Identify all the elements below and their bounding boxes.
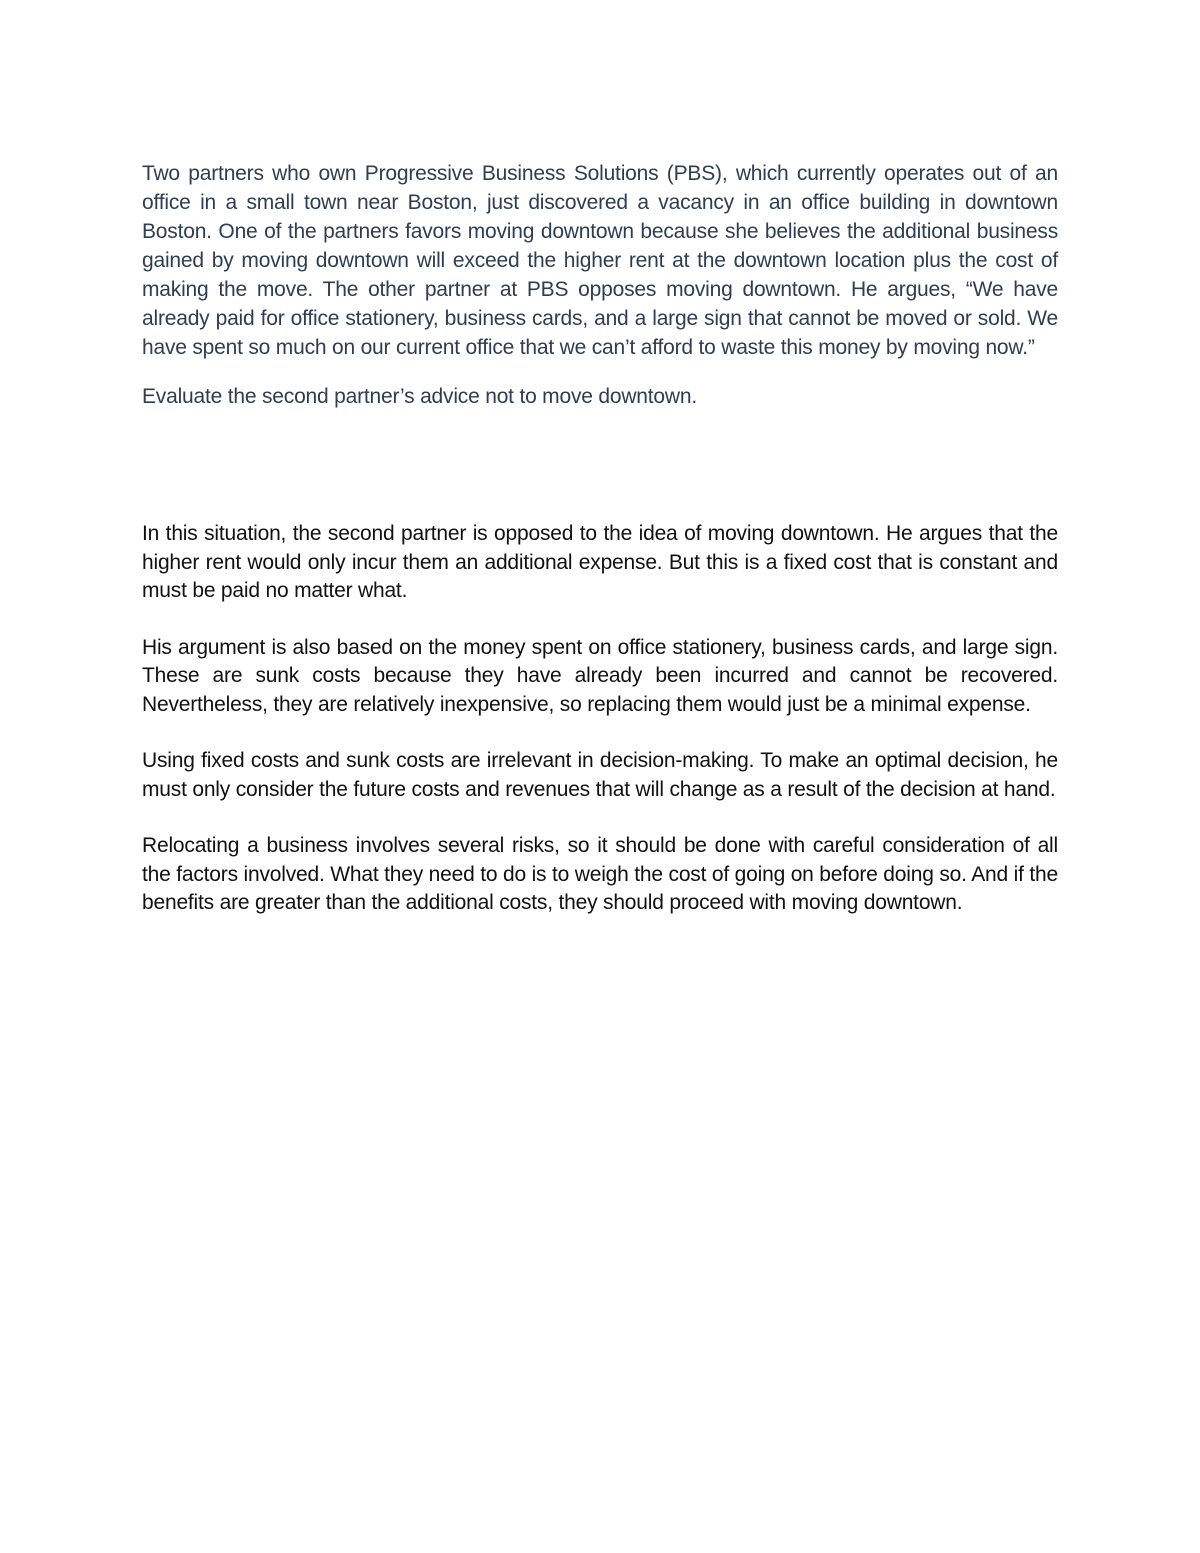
question-block (142, 159, 1058, 411)
answer-paragraph-1: In this situation, the second partner is opposed to the idea of moving downtown. He argues that the higher rent would only incur them an additional expense. But this is a fixed cost that is constant and must be paid no matter what. (142, 522, 1058, 602)
answer-block (142, 520, 1058, 946)
question-scenario: Two partners who own Progressive Business Solutions (PBS), which currently operates out of an office in a small town near Boston, just discovered a vacancy in an office building in downtown Boston. One of the partners favors moving downtown because she believes the additional business gained by moving downtown will exceed the higher rent at the downtown location plus the cost of making the move. The other partner at PBS opposes moving downtown. He argues, “We have already paid for office stationery, business cards, and a large sign that cannot be moved or sold. We have spent so much on our current office that we can’t afford to waste this money by moving now.” (142, 162, 1058, 359)
answer-paragraph-4: Relocating a business involves several risks, so it should be done with careful consideration of all the factors involved. What they need to do is to weigh the cost of going on before doing so. And if the benefits are greater than the additional costs, they should proceed with moving downtown. (142, 834, 1058, 914)
question-prompt: Evaluate the second partner’s advice not to move downtown. (142, 385, 697, 408)
answer-paragraph-3: Using fixed costs and sunk costs are irrelevant in decision-making. To make an optimal decision, he must only consider the future costs and revenues that will change as a result of the decision at hand. (142, 749, 1058, 801)
answer-paragraph-2: His argument is also based on the money spent on office stationery, business cards, and large sign. These are sunk costs because they have already been incurred and cannot be recovered. Nevertheless, they are relatively inexpensive, so replacing them would just be a minimal expense. (142, 635, 1058, 716)
